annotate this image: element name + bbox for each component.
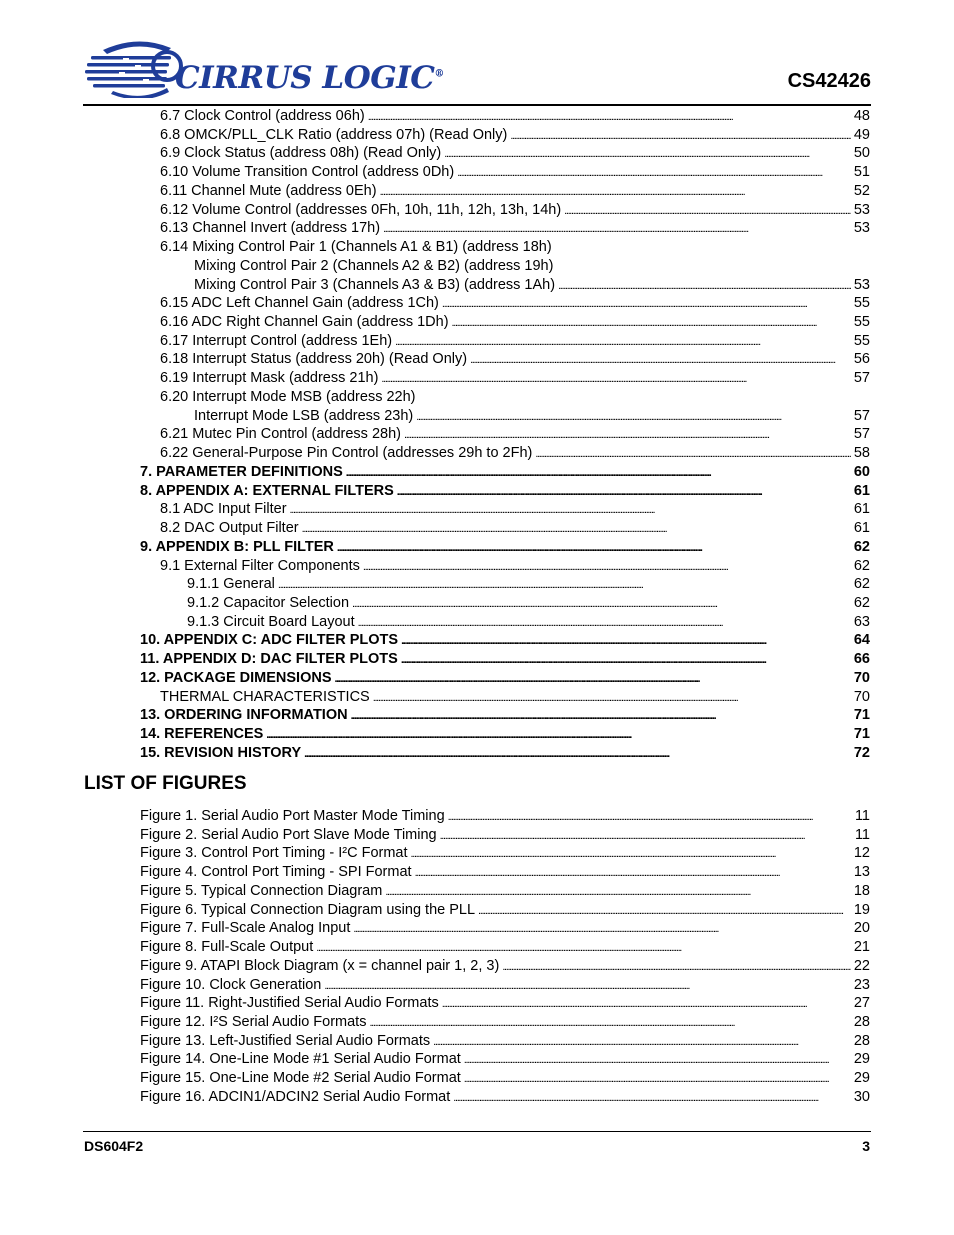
footer-page-number: 3 — [862, 1138, 870, 1154]
figure-list-entry — [140, 976, 870, 995]
figure-entry-title: Figure 5. Typical Connection Diagram — [140, 882, 383, 899]
toc-entry — [160, 144, 870, 163]
toc-entry — [160, 126, 870, 145]
toc-entry — [140, 463, 870, 482]
figure-dot-leader — [385, 882, 851, 902]
toc-dot-leader — [346, 463, 851, 483]
toc-entry-title: 6.11 Channel Mute (address 0Eh) — [160, 182, 377, 199]
toc-entry-page: 60 — [853, 463, 870, 480]
toc-entry-title: 6.13 Channel Invert (address 17h) — [160, 220, 381, 237]
toc-entry-title: 8.2 DAC Output Filter — [160, 520, 299, 537]
toc-entry — [187, 613, 870, 632]
toc-entry-title: 9.1 External Filter Components — [160, 557, 360, 574]
toc-entry-title: 8. APPENDIX A: EXTERNAL FILTERS — [140, 482, 394, 499]
toc-entry-title: 11. APPENDIX D: DAC FILTER PLOTS — [140, 651, 398, 668]
toc-entry — [160, 444, 870, 463]
toc-dot-leader — [278, 575, 851, 595]
toc-entry — [160, 201, 870, 220]
toc-entry — [194, 407, 870, 426]
figure-dot-leader — [440, 826, 852, 846]
figure-dot-leader — [453, 1088, 851, 1108]
toc-entry-page: 53 — [853, 220, 870, 237]
figure-dot-leader — [478, 901, 851, 921]
toc-entry-title: 14. REFERENCES — [140, 726, 264, 743]
figure-list-entry — [140, 919, 870, 938]
figure-entry-page: 28 — [853, 1032, 870, 1049]
footer-rule — [83, 1131, 871, 1132]
toc-dot-leader — [383, 219, 851, 239]
toc-entry-title: 9. APPENDIX B: PLL FILTER — [140, 538, 334, 555]
toc-entry-page: 71 — [853, 726, 870, 743]
figure-dot-leader — [411, 844, 851, 864]
figure-entry-title: Figure 15. One-Line Mode #2 Serial Audio Format — [140, 1070, 461, 1087]
toc-entry — [140, 669, 870, 688]
figure-entry-title: Figure 1. Serial Audio Port Master Mode Timing — [140, 808, 445, 824]
toc-entry-page: 64 — [853, 632, 870, 649]
list-of-figures-title: LIST OF FIGURES — [84, 773, 247, 794]
toc-entry-page: 51 — [853, 164, 870, 181]
figure-entry-page: 12 — [853, 845, 870, 862]
toc-entry-page: 72 — [853, 744, 870, 761]
toc-entry-page: 61 — [853, 520, 870, 537]
toc-dot-leader — [401, 631, 851, 651]
toc-dot-leader — [266, 725, 851, 745]
toc-dot-leader — [457, 163, 851, 183]
toc-entry — [140, 631, 870, 650]
toc-entry-title: 8.1 ADC Input Filter — [160, 501, 287, 518]
toc-dot-leader — [535, 444, 850, 464]
toc-dot-leader — [302, 519, 851, 539]
toc-dot-leader — [558, 276, 851, 296]
toc-entry — [160, 369, 870, 388]
toc-entry — [160, 688, 870, 707]
toc-dot-leader — [442, 294, 851, 314]
toc-dot-leader — [395, 332, 851, 352]
toc-entry-page: 52 — [853, 182, 870, 199]
toc-entry-page: 50 — [853, 145, 870, 162]
toc-entry — [160, 313, 870, 332]
toc-entry-title: 9.1.3 Circuit Board Layout — [187, 613, 355, 630]
figure-entry-title: Figure 13. Left-Justified Serial Audio Formats — [140, 1032, 431, 1049]
toc-entry-page: 57 — [853, 370, 870, 387]
figure-list-entry — [140, 826, 870, 845]
toc-entry-title: 9.1.1 General — [187, 576, 275, 593]
figure-dot-leader — [353, 919, 850, 939]
toc-entry — [140, 706, 870, 725]
toc-dot-leader — [564, 201, 851, 221]
toc-entry-page: 53 — [853, 201, 870, 218]
toc-entry-page: 63 — [853, 613, 870, 630]
figure-entry-title: Figure 12. I²S Serial Audio Formats — [140, 1014, 367, 1031]
toc-entry-title: 7. PARAMETER DEFINITIONS — [140, 463, 343, 480]
toc-dot-leader — [444, 144, 851, 164]
toc-entry-title: 6.18 Interrupt Status (address 20h) (Read Only) — [160, 351, 468, 368]
figure-list-entry — [140, 863, 870, 882]
toc-entry-title: 6.8 OMCK/PLL_CLK Ratio (address 07h) (Read Only) — [160, 126, 508, 143]
toc-entry — [160, 500, 870, 519]
figure-list-entry — [140, 1050, 870, 1069]
toc-entry-title: 13. ORDERING INFORMATION — [140, 707, 348, 724]
toc-dot-leader — [380, 182, 851, 202]
toc-entry-page: 71 — [853, 707, 870, 724]
toc-entry-title: 6.15 ADC Left Channel Gain (address 1Ch) — [160, 295, 439, 312]
figure-entry-title: Figure 4. Control Port Timing - SPI Format — [140, 864, 412, 881]
document-code: CS42426 — [787, 70, 871, 92]
toc-dot-leader — [368, 107, 851, 127]
toc-entry-title: 6.20 Interrupt Mode MSB (address 22h) — [160, 388, 416, 405]
figure-entry-page: 30 — [853, 1088, 870, 1105]
toc-entry-title: 10. APPENDIX C: ADC FILTER PLOTS — [140, 632, 399, 649]
toc-entry-title: 6.16 ADC Right Channel Gain (address 1Dh) — [160, 314, 449, 331]
toc-entry-page: 62 — [853, 538, 870, 555]
toc-entry-title: 6.7 Clock Control (address 06h) — [160, 108, 365, 124]
toc-entry-title: Mixing Control Pair 2 (Channels A2 & B2) (address 19h) — [194, 257, 554, 274]
toc-dot-leader — [337, 538, 851, 558]
toc-entry — [160, 557, 870, 576]
figure-entry-page: 29 — [853, 1051, 870, 1068]
toc-dot-leader — [470, 350, 851, 370]
figure-dot-leader — [442, 994, 851, 1014]
figure-dot-leader — [464, 1050, 851, 1070]
figure-dot-leader — [415, 863, 851, 883]
figure-entry-title: Figure 2. Serial Audio Port Slave Mode Timing — [140, 826, 437, 843]
toc-dot-leader — [304, 744, 851, 764]
toc-dot-leader — [358, 613, 851, 633]
toc-entry — [140, 725, 870, 744]
toc-entry-title: 6.17 Interrupt Control (address 1Eh) — [160, 332, 393, 349]
toc-entry-title: Mixing Control Pair 3 (Channels A3 & B3) (address 1Ah) — [194, 276, 556, 293]
toc-dot-leader — [363, 557, 851, 577]
figure-list-entry — [140, 1013, 870, 1032]
brand-wordmark: CIRRUS LOGIC® — [175, 60, 444, 96]
toc-entry — [160, 425, 870, 444]
toc-entry-title: 6.22 General-Purpose Pin Control (addresses 29h to 2Fh) — [160, 445, 533, 462]
toc-entry — [140, 482, 870, 501]
toc-entry-page: 61 — [853, 501, 870, 518]
toc-entry — [160, 219, 870, 238]
figure-entry-page: 28 — [853, 1014, 870, 1031]
figure-list-entry — [140, 1088, 870, 1107]
toc-entry-title: 6.21 Mutec Pin Control (address 28h) — [160, 426, 401, 443]
toc-entry — [160, 107, 870, 126]
toc-dot-leader — [397, 482, 851, 502]
figure-entry-title: Figure 6. Typical Connection Diagram using the PLL — [140, 901, 476, 918]
toc-dot-leader — [416, 407, 851, 427]
figure-dot-leader — [369, 1013, 850, 1033]
toc-entry — [160, 182, 870, 201]
toc-entry-title: 6.10 Volume Transition Control (address 0Dh) — [160, 164, 455, 181]
toc-dot-leader — [351, 706, 851, 726]
footer-document-number: DS604F2 — [84, 1138, 144, 1154]
figure-dot-leader — [324, 976, 851, 996]
toc-dot-leader — [352, 594, 851, 614]
toc-entry-title: 6.19 Interrupt Mask (address 21h) — [160, 370, 379, 387]
toc-entry — [187, 575, 870, 594]
toc-entry-page: 57 — [853, 426, 870, 443]
figure-dot-leader — [502, 957, 851, 977]
figure-entry-page: 29 — [853, 1070, 870, 1087]
toc-entry — [160, 350, 870, 369]
figure-entry-title: Figure 9. ATAPI Block Diagram (x = channel pair 1, 2, 3) — [140, 957, 500, 974]
figure-list-entry — [140, 938, 870, 957]
toc-entry — [140, 650, 870, 669]
toc-entry-title: 6.14 Mixing Control Pair 1 (Channels A1 & B1) (address 18h) — [160, 239, 552, 256]
figure-dot-leader — [464, 1069, 851, 1089]
toc-entry-page: 70 — [853, 669, 870, 686]
toc-entry-title: Interrupt Mode LSB (address 23h) — [194, 407, 414, 424]
toc-entry-page: 62 — [853, 576, 870, 593]
figure-entry-page: 22 — [853, 957, 870, 974]
figure-list-entry — [140, 882, 870, 901]
figure-list-entry — [140, 807, 870, 826]
toc-entry — [140, 538, 870, 557]
toc-entry-title: THERMAL CHARACTERISTICS — [160, 688, 370, 705]
page-header — [83, 36, 871, 106]
toc-dot-leader — [404, 425, 851, 445]
toc-dot-leader — [373, 688, 851, 708]
toc-dot-leader — [510, 126, 851, 146]
figure-list-entry — [140, 901, 870, 920]
toc-dot-leader — [452, 313, 851, 333]
figure-entry-page: 18 — [853, 882, 870, 899]
toc-dot-leader — [290, 500, 851, 520]
figure-dot-leader — [433, 1032, 851, 1052]
toc-entry — [160, 163, 870, 182]
figure-entry-title: Figure 11. Right-Justified Serial Audio Formats — [140, 995, 439, 1012]
toc-entry-title: 6.9 Clock Status (address 08h) (Read Only) — [160, 145, 442, 162]
toc-entry-page: 49 — [853, 126, 870, 143]
figure-entry-title: Figure 16. ADCIN1/ADCIN2 Serial Audio Format — [140, 1088, 451, 1105]
toc-entry — [187, 594, 870, 613]
figure-entry-page: 11 — [854, 808, 870, 824]
figure-dot-leader — [316, 938, 851, 958]
figure-entry-page: 13 — [853, 864, 870, 881]
figure-list-entry — [140, 994, 870, 1013]
figure-entry-page: 27 — [853, 995, 870, 1012]
figure-dot-leader — [448, 807, 852, 827]
toc-entry-page: 53 — [853, 276, 870, 293]
toc-entry-page: 55 — [853, 314, 870, 331]
toc-entry-page: 61 — [853, 482, 870, 499]
toc-entry — [194, 276, 870, 295]
figure-entry-title: Figure 3. Control Port Timing - I²C Format — [140, 845, 408, 862]
toc-entry-title: 6.12 Volume Control (addresses 0Fh, 10h, 11h, 12h, 13h, 14h) — [160, 201, 562, 218]
figure-entry-page: 21 — [853, 939, 870, 956]
toc-entry-page: 56 — [853, 351, 870, 368]
toc-entry-page: 62 — [853, 557, 870, 574]
figure-entry-page: 23 — [853, 976, 870, 993]
figure-entry-page: 20 — [853, 920, 870, 937]
figure-entry-page: 11 — [854, 826, 870, 843]
toc-entry-page: 55 — [853, 332, 870, 349]
toc-entry-title: 15. REVISION HISTORY — [140, 744, 302, 761]
toc-dot-leader — [335, 669, 851, 689]
toc-entry-page: 70 — [853, 688, 870, 705]
figure-entry-title: Figure 7. Full-Scale Analog Input — [140, 920, 351, 937]
toc-entry — [160, 294, 870, 313]
figure-entry-title: Figure 10. Clock Generation — [140, 976, 322, 993]
figure-list-entry — [140, 957, 870, 976]
figure-list-entry — [140, 1069, 870, 1088]
toc-entry-page: 58 — [853, 445, 870, 462]
toc-entry-page: 48 — [853, 108, 870, 124]
toc-dot-leader — [401, 650, 851, 670]
toc-entry-page: 55 — [853, 295, 870, 312]
figure-entry-title: Figure 14. One-Line Mode #1 Serial Audio Format — [140, 1051, 461, 1068]
toc-entry — [160, 519, 870, 538]
figure-list-entry — [140, 1032, 870, 1051]
toc-dot-leader — [381, 369, 850, 389]
toc-entry — [140, 744, 870, 763]
toc-entry — [160, 332, 870, 351]
toc-entry-page: 57 — [853, 407, 870, 424]
header-rule — [83, 104, 871, 106]
figure-list-entry — [140, 844, 870, 863]
toc-entry-page: 62 — [853, 594, 870, 611]
figure-entry-title: Figure 8. Full-Scale Output — [140, 939, 314, 956]
toc-entry-title: 12. PACKAGE DIMENSIONS — [140, 669, 332, 686]
toc-entry-page: 66 — [853, 651, 870, 668]
figure-entry-page: 19 — [853, 901, 870, 918]
toc-entry-title: 9.1.2 Capacitor Selection — [187, 594, 350, 611]
